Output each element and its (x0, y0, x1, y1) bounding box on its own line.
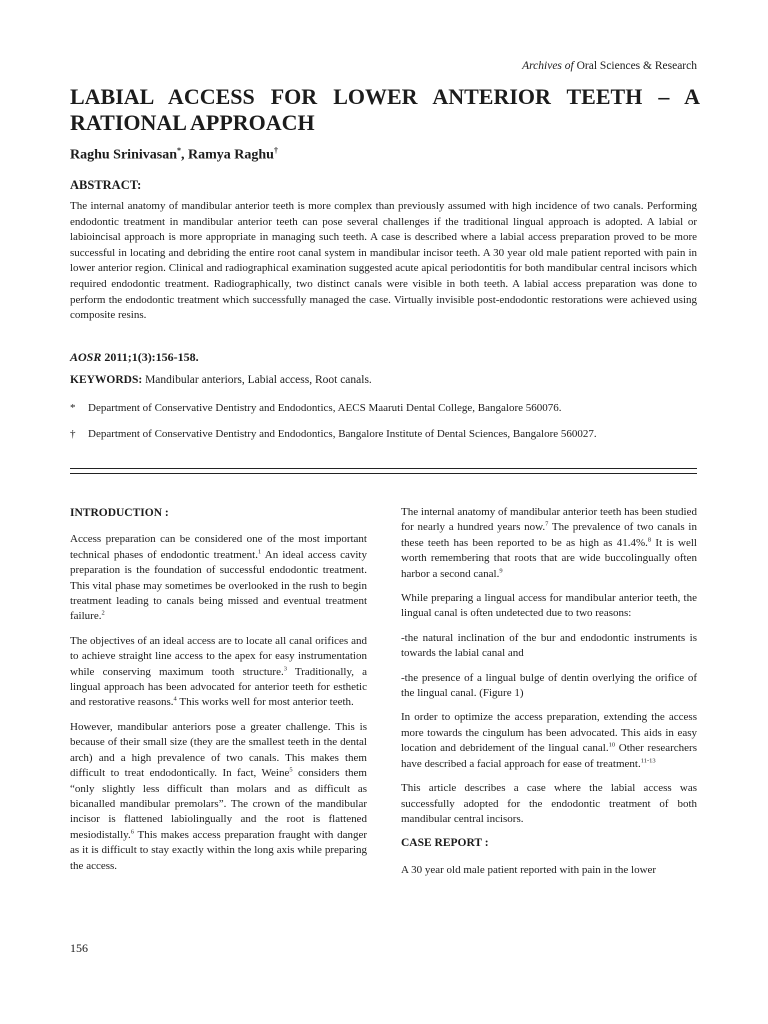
left-paragraphs (70, 532, 367, 874)
citation-journal: AOSR (70, 350, 102, 364)
reference-marker: 2 (101, 609, 105, 617)
paragraph-text: This works well for most anterior teeth. (176, 696, 354, 709)
abstract-text: The internal anatomy of mandibular anterior teeth is more complex than previously assumed with high incidence of two canals. Performing endodontic treatment in mandibular anterior teeth can pose several challenges if the traditional lingual approach is adopted. A labial or labioincisal approach is more appropriate in managing such teeth. A case is described where a labial access preparation proved to be more successful in locating and debriding the entire root canal system in mandibular incisor teeth. A 30 year old male patient reported with pain in lower anterior region. Clinical and radiographical examination suggested acute apical periodontitis for both mandibular central incisors which required endodontic treatment. Radiographically, two distinct canals were visible in both teeth. A labial access preparation was done to perform the endodontic treatment which successfully managed the case. Virtually invisible post-endodontic restorations were achieved using composite resins. (70, 200, 697, 322)
paragraph-text: This article describes a case where the labial access was successfully adopted for the endodontic treatment of both mandibular central incisors. (401, 782, 697, 825)
reference-marker: 4 (173, 695, 177, 703)
paragraph-text: An ideal access cavity preparation is the foundation of successful endodontic treatment. This vital phase may sometimes be overlooked in the rush to begin treatment leading to canals being missed and eventual treatment failure. (70, 548, 367, 623)
section-heading-introduction: INTRODUCTION : (70, 507, 169, 519)
right-column (401, 505, 697, 887)
paragraph-text: The internal anatomy of mandibular anterior teeth has been studied for nearly a hundred years now. (401, 506, 697, 534)
paragraph-text: This makes access preparation fraught with danger as it is difficult to stay exactly within the long axis while preparing the access. (70, 828, 367, 872)
reference-marker: 7 (545, 520, 549, 528)
reference-marker: 1 (257, 548, 262, 556)
paragraph-text: Traditionally, a lingual approach has been advocated for anterior teeth for esthetic and restorative reasons. (70, 665, 368, 709)
reference-marker: 9 (499, 566, 503, 574)
keywords-text: Mandibular anteriors, Labial access, Root canals. (145, 374, 372, 386)
reference-marker: 5 (289, 766, 293, 774)
keywords (70, 374, 372, 386)
paragraph-text: Other researchers have described a facial approach for ease of treatment. (401, 742, 697, 770)
paragraph (401, 781, 697, 827)
keywords-label: KEYWORDS: (70, 374, 143, 386)
affiliation (70, 428, 710, 440)
paragraph (70, 532, 367, 624)
author-name: Raghu Srinivasan (70, 147, 177, 163)
reference-marker: 11-13 (640, 757, 656, 765)
author-mark: † (273, 146, 278, 155)
section-heading-case-report: CASE REPORT : (401, 837, 489, 850)
affiliation-text: Department of Conservative Dentistry and Endodontics, AECS Maaruti Dental College, Bangalore 560076. (88, 402, 562, 414)
divider-line (70, 468, 697, 469)
affiliation-mark: † (70, 428, 76, 440)
journal-header (522, 60, 697, 72)
citation-volume: 2011;1(3):156-158. (104, 350, 199, 364)
reference-marker: 6 (130, 828, 134, 836)
reference-marker: 8 (647, 536, 652, 544)
paragraph (401, 591, 697, 622)
paragraph (401, 505, 697, 582)
paragraph-text: The objectives of an ideal access are to locate all canal orifices and to achieve straight line access to the apex for easy instrumentation while conserving maximum tooth structure. (70, 634, 367, 678)
reference-marker: 10 (608, 741, 616, 749)
paragraph-text: considers them “only slightly less difficult than molars and as difficult as bicanalled mandibular premolars”. The crown of the mandibular incisor is flattened labiolingually and the root is flattened mesiodistally. (70, 767, 367, 841)
paragraph-text: -the natural inclination of the bur and endodontic instruments is towards the labial canal and (401, 631, 697, 660)
paragraph (401, 710, 697, 772)
paragraph-text: The prevalence of two canals in these teeth has been reported to be as high as 41.4%. (401, 521, 697, 549)
paragraph (70, 634, 367, 711)
affiliation (70, 402, 710, 414)
paragraph-text: Access preparation can be considered one of the most important technical phases of endodontic treatment. (70, 533, 367, 561)
journal-prefix: Archives of (522, 60, 574, 72)
author-separator: , (180, 147, 188, 163)
paragraph: A 30 year old male patient reported with pain in the lower (401, 863, 657, 876)
paragraph-text: It is well worth remembering that roots that are wide buccolingually often harbor a second canal. (401, 536, 697, 580)
paragraph-text: However, mandibular anteriors pose a greater challenge. This is because of their small size (they are the smallest teeth in the dental arch) and a high prevalence of two canals. This makes them difficult to treat endodontically. In fact, Weine (70, 720, 367, 780)
reference-marker: 3 (283, 665, 287, 672)
abstract-heading: ABSTRACT: (70, 178, 142, 192)
journal-name: Oral Sciences & Research (576, 60, 697, 72)
paragraph-text: While preparing a lingual access for mandibular anterior teeth, the lingual canal is often undetected due to two reasons: (401, 592, 697, 620)
right-paragraphs (401, 505, 697, 827)
affiliation-mark: * (70, 402, 76, 414)
paragraph (401, 631, 697, 662)
page-number: 156 (70, 941, 88, 955)
citation (70, 350, 199, 365)
author-list (70, 146, 278, 164)
author-name: Ramya Raghu (187, 147, 274, 163)
divider-line (70, 473, 697, 474)
paragraph (70, 720, 367, 874)
author-mark: * (176, 146, 181, 155)
paragraph-text: In order to optimize the access preparation, extending the access more towards the cingulum has been advocated. This aids in easy location and debridement of the lingual canal. (401, 711, 697, 755)
paragraph (401, 671, 697, 702)
affiliation-text: Department of Conservative Dentistry and Endodontics, Bangalore Institute of Dental Sciences, Bangalore 560027. (88, 428, 597, 440)
left-column (70, 506, 367, 883)
article-title: LABIAL ACCESS FOR LOWER ANTERIOR TEETH – A RATIONAL APPROACH (70, 84, 700, 135)
paragraph-text: -the presence of a lingual bulge of dentin overlying the orifice of the lingual canal. (Figure 1) (401, 671, 697, 700)
